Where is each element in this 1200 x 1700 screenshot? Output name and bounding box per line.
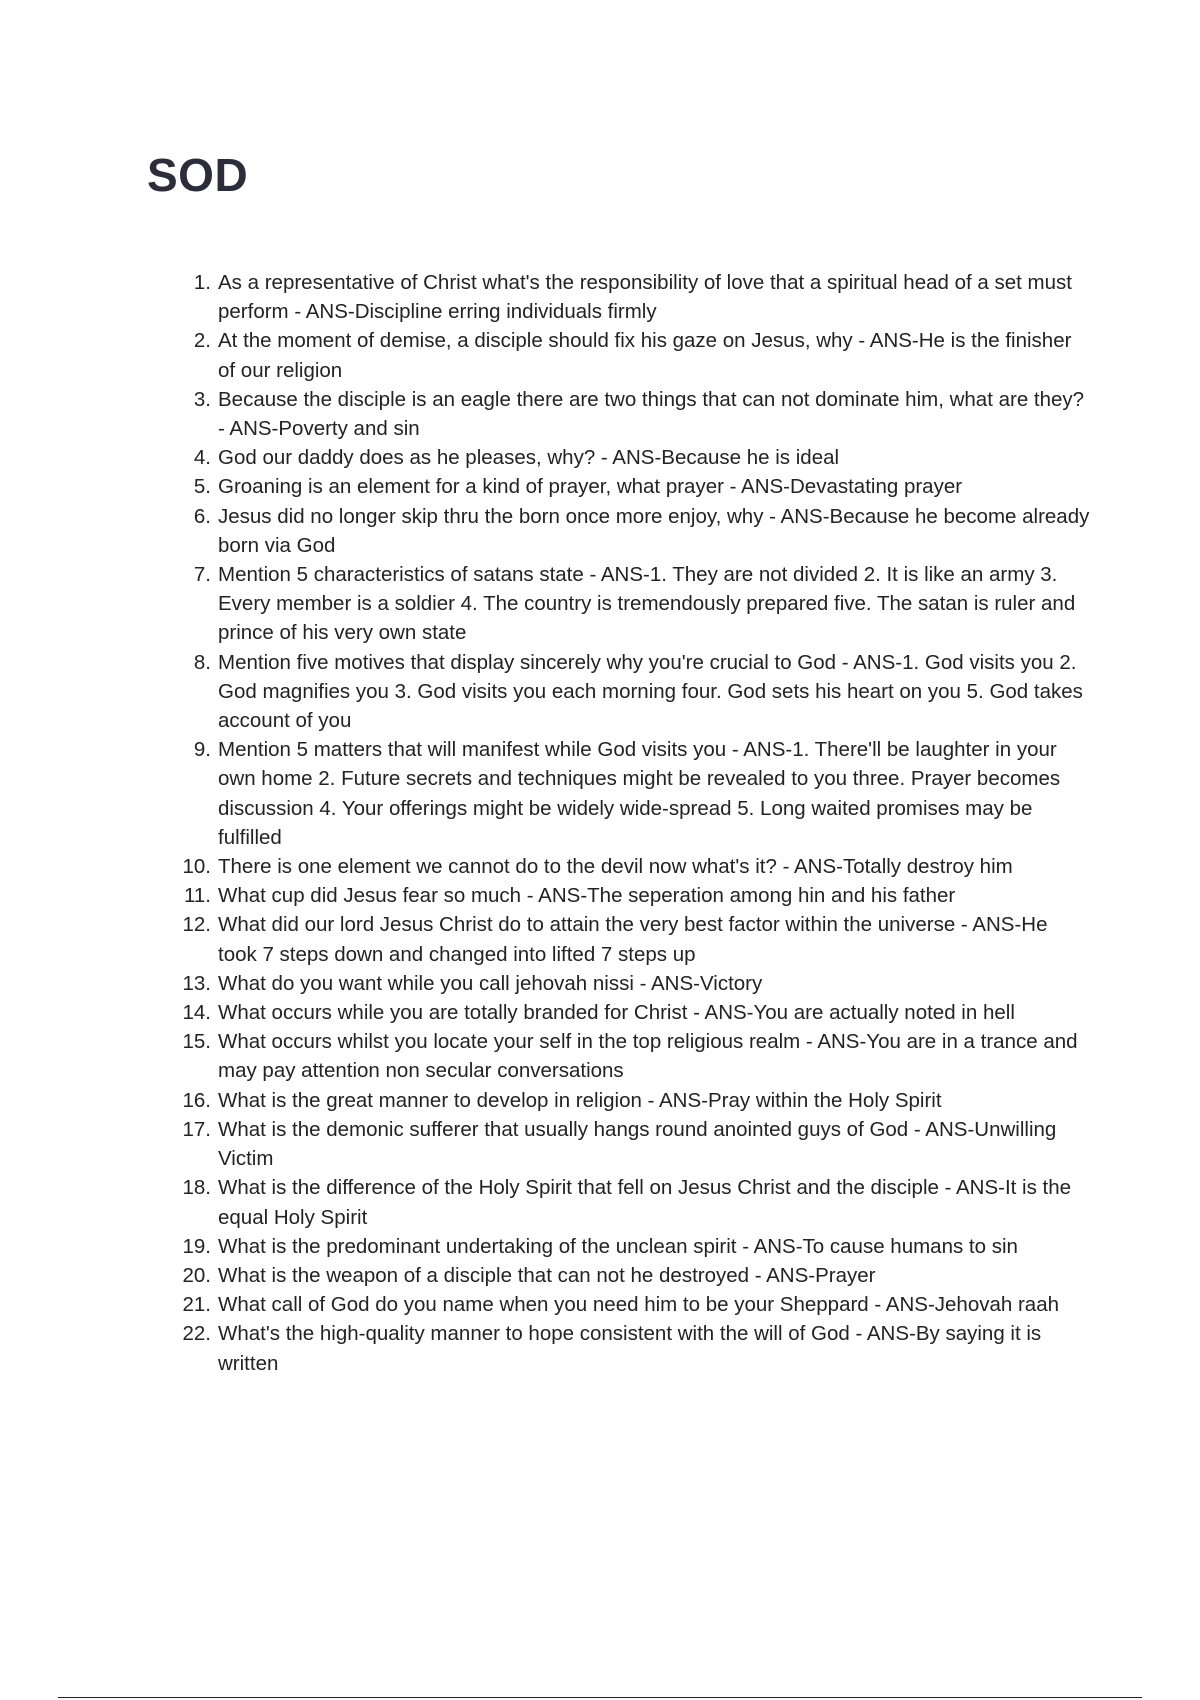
list-item: [182, 1115, 1090, 1173]
item-text: What call of God do you name when you need him to be your Sheppard - ANS-Jehovah raah: [218, 1293, 1060, 1317]
item-text: There is one element we cannot do to the devil now what's it? - ANS-Totally destroy him: [218, 855, 1013, 879]
item-text: Jesus did no longer skip thru the born once more enjoy, why - ANS-Because he become already born via God: [218, 504, 1090, 557]
item-text: What did our lord Jesus Christ do to attain the very best factor within the universe - ANS-He took 7 steps down and changed into lifted 7 steps up: [218, 913, 1048, 966]
list-item: [193, 502, 1090, 560]
item-number: 19.: [182, 1234, 211, 1258]
item-text: What occurs whilst you locate your self in the top religious realm - ANS-You are in a trance and may pay attention non secular conversations: [218, 1030, 1078, 1083]
item-text: As a representative of Christ what's the responsibility of love that a spiritual head of a set must perform - ANS-Discipline erring individuals firmly: [218, 271, 1072, 324]
list-item: [182, 1086, 1090, 1115]
list-item: [182, 1232, 1090, 1261]
item-number: 1.: [193, 271, 211, 294]
list-item: [193, 268, 1090, 326]
item-number: 7.: [193, 563, 211, 587]
list-item: [193, 648, 1090, 736]
list-item: [182, 969, 1090, 998]
item-number: 2.: [193, 329, 211, 353]
item-number: 15.: [182, 1030, 211, 1054]
item-number: 20.: [182, 1263, 211, 1287]
item-number: 22.: [182, 1322, 211, 1346]
list-item: [193, 326, 1090, 384]
list-item: [182, 1261, 1090, 1290]
item-number: 6.: [193, 504, 211, 528]
item-number: 3.: [193, 387, 211, 411]
item-text: At the moment of demise, a disciple should fix his gaze on Jesus, why - ANS-He is the finisher of our religion: [218, 329, 1072, 382]
item-text: What is the great manner to develop in religion - ANS-Pray within the Holy Spirit: [218, 1088, 942, 1112]
list-item: [193, 735, 1090, 852]
item-number: 18.: [182, 1176, 211, 1200]
item-number: 11.: [184, 884, 211, 908]
item-number: 5.: [193, 475, 211, 499]
item-text: Groaning is an element for a kind of prayer, what prayer - ANS-Devastating prayer: [218, 475, 963, 499]
list-item: [193, 560, 1090, 648]
item-text: Mention 5 characteristics of satans state - ANS-1. They are not divided 2. It is like an army 3. Every member is a soldier 4. The country is tremendously prepared five. The satan is ruler and prince of his very own state: [218, 563, 1076, 645]
item-text: What's the high-quality manner to hope consistent with the will of God - ANS-By saying it is written: [218, 1322, 1042, 1375]
item-number: 4.: [193, 446, 211, 470]
item-number: 17.: [182, 1117, 211, 1141]
question-answer-list: [182, 268, 1090, 1378]
item-text: Mention five motives that display sincerely why you're crucial to God - ANS-1. God visits you 2. God magnifies you 3. God visits you each morning four. God sets his heart on you 5. God takes account of you: [218, 650, 1083, 733]
page-title: SOD: [147, 149, 249, 201]
item-text: What occurs while you are totally branded for Christ - ANS-You are actually noted in hell: [218, 1001, 1015, 1025]
item-number: 10.: [182, 855, 211, 879]
item-text: What is the predominant undertaking of the unclean spirit - ANS-To cause humans to sin: [218, 1234, 1018, 1258]
list-item: [182, 1173, 1090, 1231]
item-number: 14.: [182, 1001, 211, 1025]
list-item: [182, 998, 1090, 1027]
item-number: 8.: [193, 650, 211, 674]
item-text: What is the difference of the Holy Spirit that fell on Jesus Christ and the disciple - ANS-It is the equal Holy Spirit: [218, 1176, 1072, 1229]
list-item: [182, 1027, 1090, 1085]
list-item: [182, 852, 1090, 881]
item-text: What is the demonic sufferer that usually hangs round anointed guys of God - ANS-Unwilling Victim: [218, 1117, 1057, 1171]
list-item: [193, 385, 1090, 443]
list-item: [182, 1290, 1090, 1319]
item-number: 21.: [182, 1293, 211, 1317]
list-item: [193, 472, 1090, 501]
item-number: 9.: [193, 738, 211, 762]
footer-divider: [58, 1697, 1142, 1698]
item-number: 13.: [182, 971, 211, 995]
item-number: 12.: [182, 913, 211, 937]
item-text: Because the disciple is an eagle there are two things that can not dominate him, what are they? - ANS-Poverty and sin: [218, 387, 1085, 441]
list-item: [193, 443, 1090, 472]
list-item: [184, 881, 1090, 910]
item-text: Mention 5 matters that will manifest while God visits you - ANS-1. There'll be laughter in your own home 2. Future secrets and techniques might be revealed to you three. Prayer becomes discussion 4. Your offerings might be widely wide-spread 5. Long waited promises may be fulfilled: [218, 738, 1061, 849]
item-text: What cup did Jesus fear so much - ANS-The seperation among hin and his father: [218, 884, 956, 908]
item-text: God our daddy does as he pleases, why? - ANS-Because he is ideal: [218, 446, 840, 470]
item-number: 16.: [182, 1088, 211, 1112]
item-text: What is the weapon of a disciple that can not he destroyed - ANS-Prayer: [218, 1263, 876, 1287]
list-item: [182, 1319, 1090, 1377]
item-text: What do you want while you call jehovah nissi - ANS-Victory: [218, 971, 763, 995]
list-item: [182, 910, 1090, 968]
